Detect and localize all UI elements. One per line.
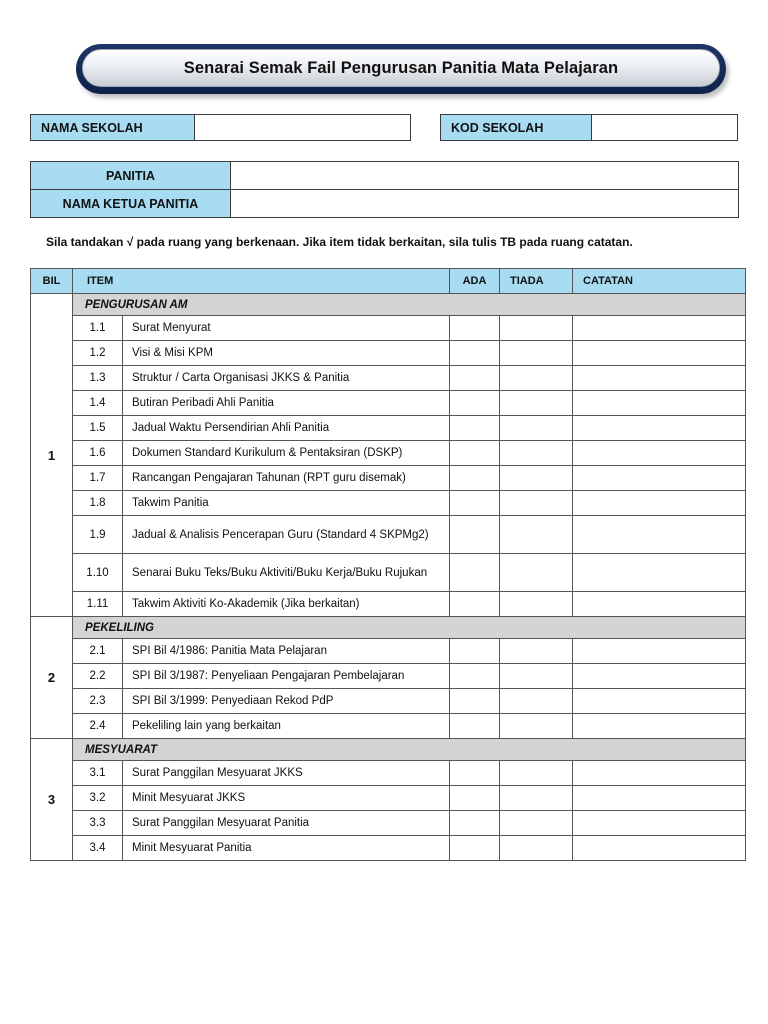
table-row (31, 316, 746, 341)
panitia-table (30, 161, 739, 218)
table-row (31, 786, 746, 811)
section-bil: 1 (31, 294, 73, 617)
item-number: 1.3 (73, 366, 123, 391)
ada-cell[interactable] (450, 366, 500, 391)
school-code-label: KOD SEKOLAH (441, 115, 592, 141)
table-row (31, 391, 746, 416)
tiada-cell[interactable] (500, 811, 573, 836)
tiada-cell[interactable] (500, 391, 573, 416)
catatan-cell[interactable] (573, 664, 746, 689)
section-row (31, 739, 746, 761)
table-row (31, 836, 746, 861)
item-number: 1.2 (73, 341, 123, 366)
ada-cell[interactable] (450, 466, 500, 491)
section-title: PEKELILING (73, 617, 746, 639)
tiada-cell[interactable] (500, 836, 573, 861)
catatan-cell[interactable] (573, 639, 746, 664)
ada-cell[interactable] (450, 836, 500, 861)
catatan-cell[interactable] (573, 441, 746, 466)
ada-cell[interactable] (450, 441, 500, 466)
item-text: Dokumen Standard Kurikulum & Pentaksiran (DSKP) (123, 441, 450, 466)
checklist-table (30, 268, 746, 861)
page-title: Senarai Semak Fail Pengurusan Panitia Mata Pelajaran (183, 58, 619, 77)
table-row (31, 366, 746, 391)
table-row (31, 664, 746, 689)
tiada-cell[interactable] (500, 664, 573, 689)
school-name-field[interactable] (195, 115, 411, 141)
item-text: Surat Panggilan Mesyuarat JKKS (123, 761, 450, 786)
tiada-cell[interactable] (500, 366, 573, 391)
item-number: 3.2 (73, 786, 123, 811)
catatan-cell[interactable] (573, 592, 746, 617)
tiada-cell[interactable] (500, 592, 573, 617)
ada-cell[interactable] (450, 639, 500, 664)
tiada-cell[interactable] (500, 516, 573, 554)
item-text: Takwim Panitia (123, 491, 450, 516)
table-row (31, 416, 746, 441)
item-text: SPI Bil 4/1986: Panitia Mata Pelajaran (123, 639, 450, 664)
table-row (31, 714, 746, 739)
school-code-field[interactable] (592, 115, 738, 141)
catatan-cell[interactable] (573, 466, 746, 491)
panitia-label: PANITIA (31, 162, 231, 190)
item-number: 3.1 (73, 761, 123, 786)
item-number: 2.2 (73, 664, 123, 689)
table-row (31, 466, 746, 491)
tiada-cell[interactable] (500, 341, 573, 366)
item-text: Jadual Waktu Persendirian Ahli Panitia (123, 416, 450, 441)
school-name-table (30, 114, 411, 141)
header-bil: BIL (31, 269, 73, 294)
item-text: Butiran Peribadi Ahli Panitia (123, 391, 450, 416)
catatan-cell[interactable] (573, 836, 746, 861)
tiada-cell[interactable] (500, 441, 573, 466)
table-row (31, 811, 746, 836)
item-text: Visi & Misi KPM (123, 341, 450, 366)
section-bil: 2 (31, 617, 73, 739)
catatan-cell[interactable] (573, 516, 746, 554)
item-text: Struktur / Carta Organisasi JKKS & Panitia (123, 366, 450, 391)
tiada-cell[interactable] (500, 714, 573, 739)
catatan-cell[interactable] (573, 316, 746, 341)
tiada-cell[interactable] (500, 466, 573, 491)
ada-cell[interactable] (450, 554, 500, 592)
table-row (31, 554, 746, 592)
header-catatan: CATATAN (573, 269, 746, 294)
item-number: 1.1 (73, 316, 123, 341)
item-number: 3.4 (73, 836, 123, 861)
table-row (31, 639, 746, 664)
ada-cell[interactable] (450, 786, 500, 811)
ada-cell[interactable] (450, 761, 500, 786)
ada-cell[interactable] (450, 416, 500, 441)
item-number: 1.10 (73, 554, 123, 592)
ketua-panitia-field[interactable] (231, 190, 739, 218)
ada-cell[interactable] (450, 592, 500, 617)
item-text: Surat Menyurat (123, 316, 450, 341)
item-text: Jadual & Analisis Pencerapan Guru (Standard 4 SKPMg2) (123, 516, 450, 554)
header-ada: ADA (450, 269, 500, 294)
section-title: PENGURUSAN AM (73, 294, 746, 316)
table-row (31, 516, 746, 554)
catatan-cell[interactable] (573, 786, 746, 811)
table-row (31, 491, 746, 516)
catatan-cell[interactable] (573, 714, 746, 739)
ada-cell[interactable] (450, 516, 500, 554)
catatan-cell[interactable] (573, 554, 746, 592)
section-row (31, 617, 746, 639)
item-text: Surat Panggilan Mesyuarat Panitia (123, 811, 450, 836)
section-bil: 3 (31, 739, 73, 861)
item-text: SPI Bil 3/1987: Penyeliaan Pengajaran Pembelajaran (123, 664, 450, 689)
ada-cell[interactable] (450, 664, 500, 689)
item-text: Minit Mesyuarat Panitia (123, 836, 450, 861)
catatan-cell[interactable] (573, 761, 746, 786)
item-number: 1.8 (73, 491, 123, 516)
ada-cell[interactable] (450, 811, 500, 836)
tiada-cell[interactable] (500, 786, 573, 811)
panitia-field[interactable] (231, 162, 739, 190)
catatan-cell[interactable] (573, 391, 746, 416)
table-row (31, 341, 746, 366)
catatan-cell[interactable] (573, 491, 746, 516)
ada-cell[interactable] (450, 689, 500, 714)
item-number: 1.4 (73, 391, 123, 416)
catatan-cell[interactable] (573, 811, 746, 836)
header-item: ITEM (73, 269, 450, 294)
header-tiada: TIADA (500, 269, 573, 294)
table-row (31, 592, 746, 617)
ketua-panitia-label: NAMA KETUA PANITIA (31, 190, 231, 218)
table-header-row (31, 269, 746, 294)
item-number: 2.1 (73, 639, 123, 664)
ada-cell[interactable] (450, 341, 500, 366)
item-number: 1.5 (73, 416, 123, 441)
catatan-cell[interactable] (573, 341, 746, 366)
catatan-cell[interactable] (573, 416, 746, 441)
tiada-cell[interactable] (500, 491, 573, 516)
table-row (31, 761, 746, 786)
ada-cell[interactable] (450, 316, 500, 341)
catatan-cell[interactable] (573, 689, 746, 714)
school-code-table (440, 114, 738, 141)
catatan-cell[interactable] (573, 366, 746, 391)
tiada-cell[interactable] (500, 554, 573, 592)
title-banner (76, 44, 726, 94)
tiada-cell[interactable] (500, 689, 573, 714)
tiada-cell[interactable] (500, 416, 573, 441)
item-number: 1.6 (73, 441, 123, 466)
tiada-cell[interactable] (500, 761, 573, 786)
section-row (31, 294, 746, 316)
item-number: 2.3 (73, 689, 123, 714)
tiada-cell[interactable] (500, 639, 573, 664)
ada-cell[interactable] (450, 714, 500, 739)
ada-cell[interactable] (450, 491, 500, 516)
table-row (31, 689, 746, 714)
item-number: 2.4 (73, 714, 123, 739)
item-text: Minit Mesyuarat JKKS (123, 786, 450, 811)
item-text: Takwim Aktiviti Ko-Akademik (Jika berkaitan) (123, 592, 450, 617)
item-text: SPI Bil 3/1999: Penyediaan Rekod PdP (123, 689, 450, 714)
table-row (31, 441, 746, 466)
instruction-text: Sila tandakan √ pada ruang yang berkenaan. Jika item tidak berkaitan, sila tulis TB pada ruang catatan. (46, 235, 633, 249)
item-number: 1.11 (73, 592, 123, 617)
title-panel (82, 49, 720, 87)
item-text: Pekeliling lain yang berkaitan (123, 714, 450, 739)
item-number: 3.3 (73, 811, 123, 836)
ada-cell[interactable] (450, 391, 500, 416)
item-text: Senarai Buku Teks/Buku Aktiviti/Buku Kerja/Buku Rujukan (123, 554, 450, 592)
section-title: MESYUARAT (73, 739, 746, 761)
school-name-label: NAMA SEKOLAH (31, 115, 195, 141)
item-number: 1.9 (73, 516, 123, 554)
item-number: 1.7 (73, 466, 123, 491)
tiada-cell[interactable] (500, 316, 573, 341)
item-text: Rancangan Pengajaran Tahunan (RPT guru disemak) (123, 466, 450, 491)
